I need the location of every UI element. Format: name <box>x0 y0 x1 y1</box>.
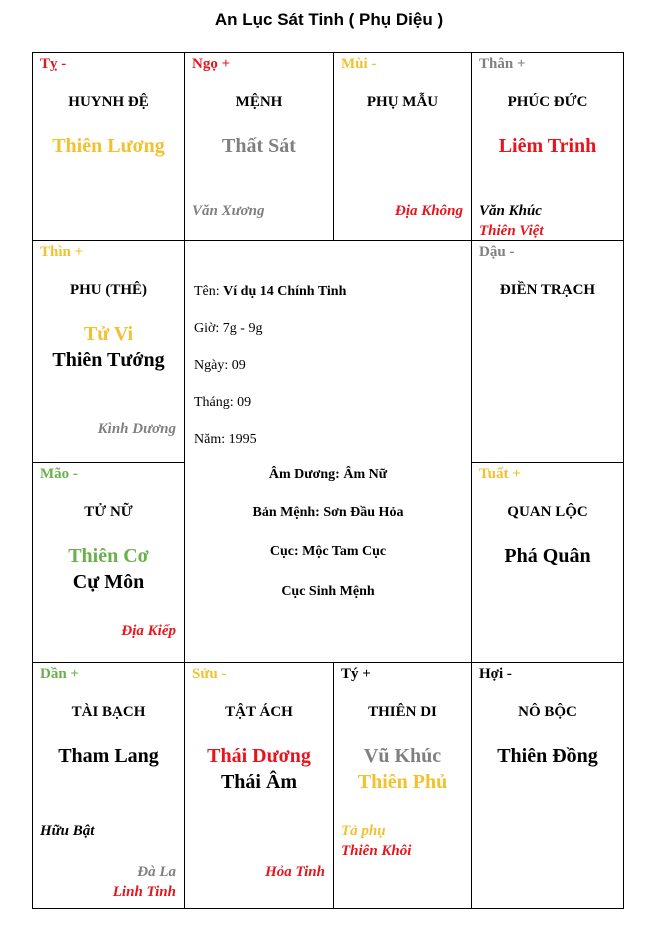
branch-label: Tỵ - <box>40 56 67 72</box>
house-name: THIÊN DI <box>368 704 437 720</box>
cell-mui <box>334 53 472 241</box>
house-name: NÔ BỘC <box>518 704 577 720</box>
info-year: Năm: 1995 <box>194 432 257 447</box>
astrology-chart <box>32 52 624 909</box>
house-name: QUAN LỘC <box>507 504 588 520</box>
main-stars <box>334 743 471 795</box>
minor-star: Thiên Khôi <box>341 843 412 859</box>
minor-star: Văn Khúc <box>479 203 542 219</box>
branch-label: Mão - <box>40 466 78 482</box>
cell-thin <box>33 241 185 463</box>
info-name-label: Tên: <box>194 284 224 299</box>
cell-hoi <box>472 663 623 908</box>
cell-ngo <box>185 53 334 241</box>
branch-label: Dậu - <box>479 244 515 260</box>
info-name <box>194 284 346 300</box>
main-stars <box>185 743 333 795</box>
house-name: PHU (THÊ) <box>69 282 148 298</box>
house-name: PHỤ MẪU <box>366 94 439 110</box>
cell-tuat <box>472 463 623 663</box>
branch-label: Tý + <box>341 666 371 682</box>
cell-dan <box>33 663 185 908</box>
info-day: Ngày: 09 <box>194 358 246 373</box>
info-am-duong: Âm Dương: Âm Nữ <box>268 467 388 482</box>
branch-label: Thìn + <box>40 244 84 260</box>
main-star: Liêm Trinh <box>498 135 597 157</box>
main-stars <box>472 543 623 569</box>
main-stars <box>472 743 623 769</box>
main-stars <box>33 743 184 769</box>
main-stars <box>33 321 184 373</box>
minor-stars <box>121 621 176 641</box>
minor-star: Hỏa Tinh <box>265 864 325 880</box>
main-star: Tham Lang <box>58 745 159 767</box>
minor-stars <box>341 821 411 861</box>
house-name: TẬT ÁCH <box>225 704 293 720</box>
main-star: Phá Quân <box>504 545 591 567</box>
branch-label: Thân + <box>479 56 526 72</box>
minor-stars <box>395 201 463 221</box>
branch-label: Ngọ + <box>192 56 231 72</box>
minor-star: Địa Kiếp <box>121 623 176 639</box>
cell-dau <box>472 241 623 463</box>
info-hour: Giờ: 7g - 9g <box>194 321 263 336</box>
house-name: TỬ NỮ <box>84 504 133 520</box>
cell-than <box>472 53 623 241</box>
cell-mao <box>33 463 185 663</box>
main-star: Thiên Phủ <box>357 771 448 793</box>
minor-star: Linh Tinh <box>112 884 176 900</box>
info-name-value: Ví dụ 14 Chính Tinh <box>223 284 347 299</box>
minor-star: Hữu Bật <box>40 823 95 839</box>
main-star: Thất Sát <box>222 135 296 157</box>
minor-star: Đà La <box>137 864 176 880</box>
branch-label: Hợi - <box>479 666 512 682</box>
minor-stars <box>98 419 176 439</box>
main-star: Thiên Tướng <box>52 349 165 371</box>
minor-star: Tả phụ <box>341 823 386 839</box>
main-star: Vũ Khúc <box>363 745 442 767</box>
cell-ty-snake <box>33 53 185 241</box>
main-stars <box>33 133 184 159</box>
chart-title: An Lục Sát Tinh ( Phụ Diệu ) <box>214 10 444 29</box>
main-star: Tử Vi <box>83 323 134 345</box>
minor-star: Thiên Việt <box>479 223 544 239</box>
house-name: PHÚC ĐỨC <box>507 94 588 110</box>
main-star: Thiên Đồng <box>497 745 598 767</box>
branch-label: Tuất + <box>479 466 521 482</box>
info-month: Tháng: 09 <box>194 395 252 410</box>
cell-ty-rat <box>334 663 472 908</box>
info-ban-menh: Bản Mệnh: Sơn Đầu Hỏa <box>252 505 404 520</box>
minor-stars <box>479 201 544 241</box>
info-cuc-sinh: Cục Sinh Mệnh <box>281 584 375 599</box>
house-name: HUYNH ĐỆ <box>68 94 149 110</box>
minor-star: Văn Xương <box>192 203 265 219</box>
main-star: Thiên Cơ <box>68 545 149 567</box>
minor-stars-right <box>113 862 176 902</box>
center-info-panel <box>185 241 472 663</box>
minor-star: Địa Không <box>395 203 463 219</box>
main-star: Thiên Lương <box>52 135 165 157</box>
minor-star: Kình Dương <box>97 421 176 437</box>
house-name: MỆNH <box>235 94 283 110</box>
minor-stars-left <box>40 821 94 841</box>
minor-stars <box>192 201 264 221</box>
branch-label: Sửu - <box>192 666 227 682</box>
minor-stars <box>265 862 325 882</box>
main-stars <box>472 133 623 159</box>
main-stars <box>33 543 184 595</box>
main-star: Cự Môn <box>72 571 145 593</box>
house-name: ĐIỀN TRẠCH <box>499 282 596 298</box>
main-stars <box>185 133 333 159</box>
cell-suu <box>185 663 334 908</box>
info-cuc: Cục: Mộc Tam Cục <box>269 544 387 559</box>
branch-label: Dần + <box>40 666 79 682</box>
branch-label: Mùi - <box>341 56 377 72</box>
house-name: TÀI BẠCH <box>71 704 146 720</box>
main-star: Thái Dương <box>207 745 311 767</box>
main-star: Thái Âm <box>220 771 298 793</box>
